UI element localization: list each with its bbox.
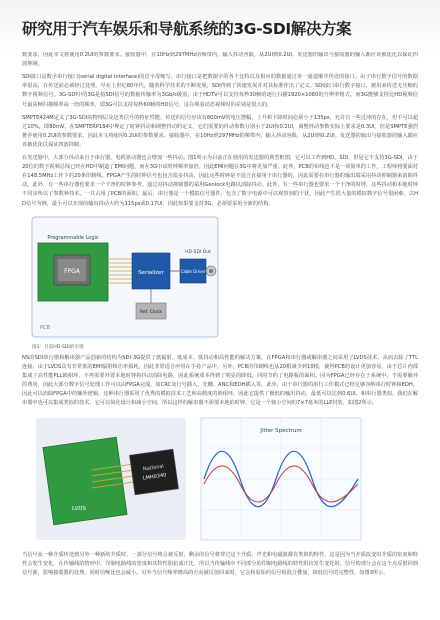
paragraph-6: 当信号从一种介质传送到另外一种新的介质时，一部分信号将会被反射，剩余的信号将穿过这个介质。声光和电磁波都有类似的特性，这是因为当介质改变时介质的密度和特性会发生变化。在传输线的情形中，印制电路线的宽度和其特性阻抗成正比，所以当传输线中不同部分的印制电路线的特性阻抗发生变化时，信号的部分会在这个点反射回到信号源，影响接收器的处理，同时信噪比也会减小。另外当信号频率增高的方向被反射回来时，它会和原始的信号相混合叠加，降低信号的完整性，如图3所示。 (22, 552, 418, 577)
figure-1-caption: 图1：目前HD-SDI的实现 (32, 344, 84, 350)
ref-clock-label: Ref. Clock (139, 309, 163, 315)
paragraph-3: SMPTE424M定义了3G-SDI的物理层及这类信号的特征性能。传送的信号应该有800mV的电压摆幅，上升和下降时间必须小于135ps，允许有一些过冲的存在，但不可以超过10%，即80mV。在SMPTERP184中规定了时钟抖动和调整抖动的定义，它们需要的抖动参数分别小于2UI和0.2UI，调整抖动参数实际上要求是0.3UI，但是SMPTE强烈推荐使用0.2UI的参数要求，因此本文将使用0.2UI的参数要求。接收器中，在10Hz到297MHz的频带内，输入抖动容限，从2UI到0.2UI。发送器的输出与接收器的输入都应该被优化以保证四波抑制。 (22, 114, 418, 148)
output-label: HD-SDI Out (185, 249, 211, 255)
figure-1-diagram (30, 213, 220, 341)
figure-2-diagram (36, 412, 366, 548)
cable-driver-label: Cable Driver (180, 268, 206, 274)
parallel-bus (108, 259, 132, 283)
pcb-label: PCB (40, 324, 50, 331)
fpga-label: FPGA (64, 267, 80, 275)
board-label: Programmable Logic (47, 234, 99, 241)
serializer-label: Serializer (138, 269, 164, 276)
chip-brand-label: National (142, 463, 165, 473)
figure-1 (30, 213, 220, 341)
figure-2 (36, 412, 366, 548)
lvds-label: LVDS (72, 506, 86, 513)
bnc-connector-icon (206, 266, 216, 276)
jitter-label: Jitter Spectrum (260, 428, 302, 435)
paragraph-2: SDI接口是数字串行接口(serial digital interface)的首字母缩写。串行接口是把数据字的各个比特以及相应的数据通过单一通道顺序传送的接口。由于串行数字信号的数据率很高，在传送前必须经过处理。早在上世纪80年代，随着科学技术的不断发展，SDI得到了快速发展并对其标准作出了定义。SDI接口串行数字接口，被用来传送无压缩的数字视频信号。3G-SDI中的3G是指SDI信号的数据传输率为3Gb/s级别，由于HDTV可以支持每秒30帧的逐行扫描1920×1080的分辨率格式，而3G能够支持比HD视频信号最高帧扫描频率高一倍的频率，即3G可以支持每秒60帧的HD信号，这在观看动态视频时的差别是很大的。 (22, 74, 418, 108)
paragraph-5: NS的SDI串行器和解串器产品创新的结构为SDI-3G提供了低辐射、低成本、低抖动和高性能的解决方案，在FPGA和串行器或解串器之间采用了LVDS技术，从而去除了TTL连接。由于LVDS具有非常低的EMI辐射和功率损耗，因此非常适合应用在手持产品中。另外，PCB的印刷线也从20根减少到10根，使得PCB的设计更加容易。由于芯片内部集成了高性能PLL锁相环，不再需要外置本地时钟和抖动消除电路，因此系统成本得到了明显的降低，同时节约了电路板的面积。因为FPGA已经存在于系统中，不需要额外的费用，因此大部分数字信号处理工作可以由FPGA完成，如CRC及行号插入、光栅、ANC和EDH插入等。此外，由于串行器的串行工作模式已经足够容纳串行时钟和EDH，因此可以消除FPGA中的额外逻辑。这种串行器采用了优秀的模拟技术工艺和高精度的锁相环，因此它提供了极低的输出抖动，最低可以达到0.6UI。和串行器类似，我们在解串器中也可以集成类似的技术，它可以简化设计和减小空间，所以这样的解串器不需要本地的时钟，它是一个独小空间的7×7毫米的LLP封装，如图2所示。 (22, 354, 418, 407)
page-title: 研究用于汽车娱乐和导航系统的3G-SDI解决方案 (22, 20, 352, 38)
paragraph-1: 数要求，因此本文将使用0.2UI的参数要求。接收器中，在10Hz到297MHz的频带内，输入抖动容限，从2UI到0.2UI。发送器的输出与接收器的输入都应该被优化以保证四波抑制。 (22, 52, 418, 68)
paragraph-4: 在发送器中，大部分抖动来自于串行器，电缆驱动器也会增加一些抖动。图1所示为目前正在使用的发送器的典型框图，它可以工作到HD、SDI，但是它不支持3G-SDI。由于20位的数字视频总线已经在HD中制造了EMI问题，而在3G中该时钟频率加倍，因此EMI问题在3G中将更加严重。此外，PCB的布线也不是一项简单的工作，工程师将要面对在148.5MHz工作下的20条印制线。FPGA产生的时钟信号也包含很多抖动，因此这些时钟是不适合直接用于串行器的，因此需要在串行器的输出端采用抖动抑制器来消除抖动。此外，有一些串行器也要求一个干净的时钟参考。通过对抖动抑制器的采用Genlock电路以消除抖动。此外，有一些串行器也要求一个干净的时钟，这些抖动和本地时钟不同步所以了参数种技术，一共占用了PCB的面积。最后，串行器是一个模拟信号器件，包含了数字电源中可以观察到的干扰，因此产生很大量的模拟数字信号很困难。以HD信号为例，最小可以实现的输出抖动大约为115ps或0.17UI，因此如果要支持3G，必须要采用全新的结构。 (22, 155, 418, 207)
chip-name-label: LMH0340 (142, 472, 167, 482)
lmh0340-chip (129, 449, 178, 495)
